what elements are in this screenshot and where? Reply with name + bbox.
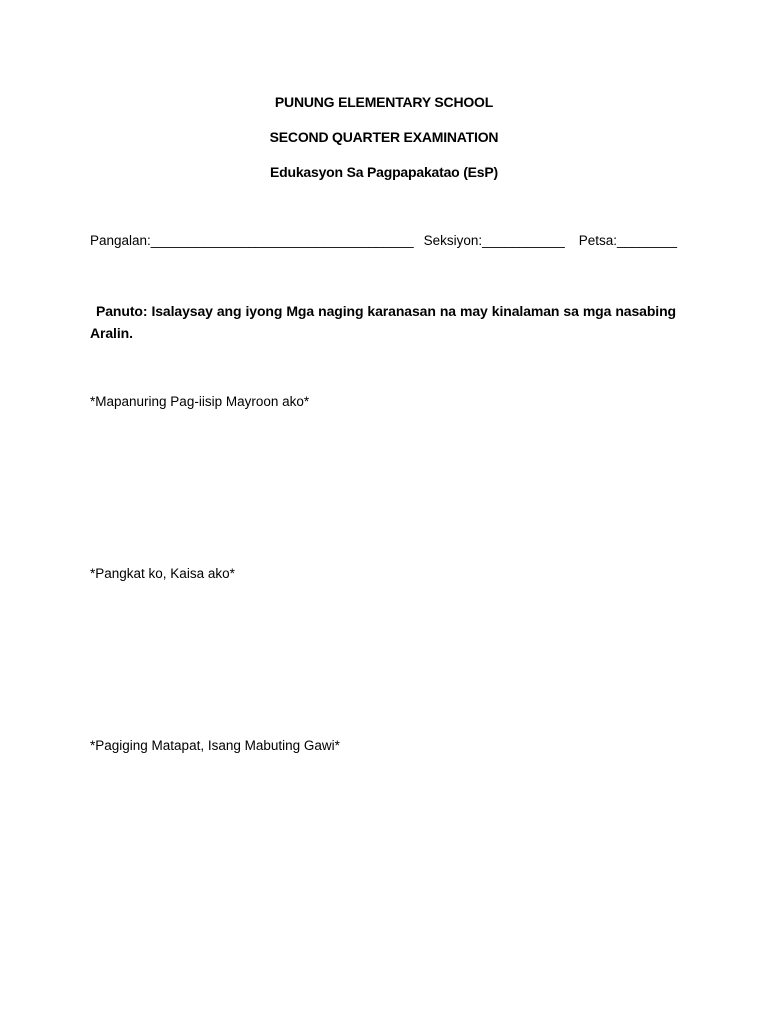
subject-heading: Edukasyon Sa Pagpapakatao (EsP)	[270, 164, 498, 180]
topic-heading: *Pagiging Matapat, Isang Mabuting Gawi*	[90, 738, 340, 753]
student-info-line	[90, 232, 677, 250]
section-field: Seksiyon:___________	[423, 233, 565, 248]
exam-title-heading: SECOND QUARTER EXAMINATION	[269, 129, 499, 145]
topic-heading: *Pangkat ko, Kaisa ako*	[90, 566, 235, 581]
name-field: Pangalan:___________________________________	[90, 233, 414, 248]
instructions-text: Panuto: Isalaysay ang iyong Mga naging karanasan na may kinalaman sa mga nasabing Aralin.	[90, 303, 676, 341]
topic-heading: *Mapanuring Pag-iisip Mayroon ako*	[90, 394, 310, 409]
school-name-heading: PUNUNG ELEMENTARY SCHOOL	[274, 94, 494, 110]
date-field: Petsa:________	[578, 233, 678, 248]
